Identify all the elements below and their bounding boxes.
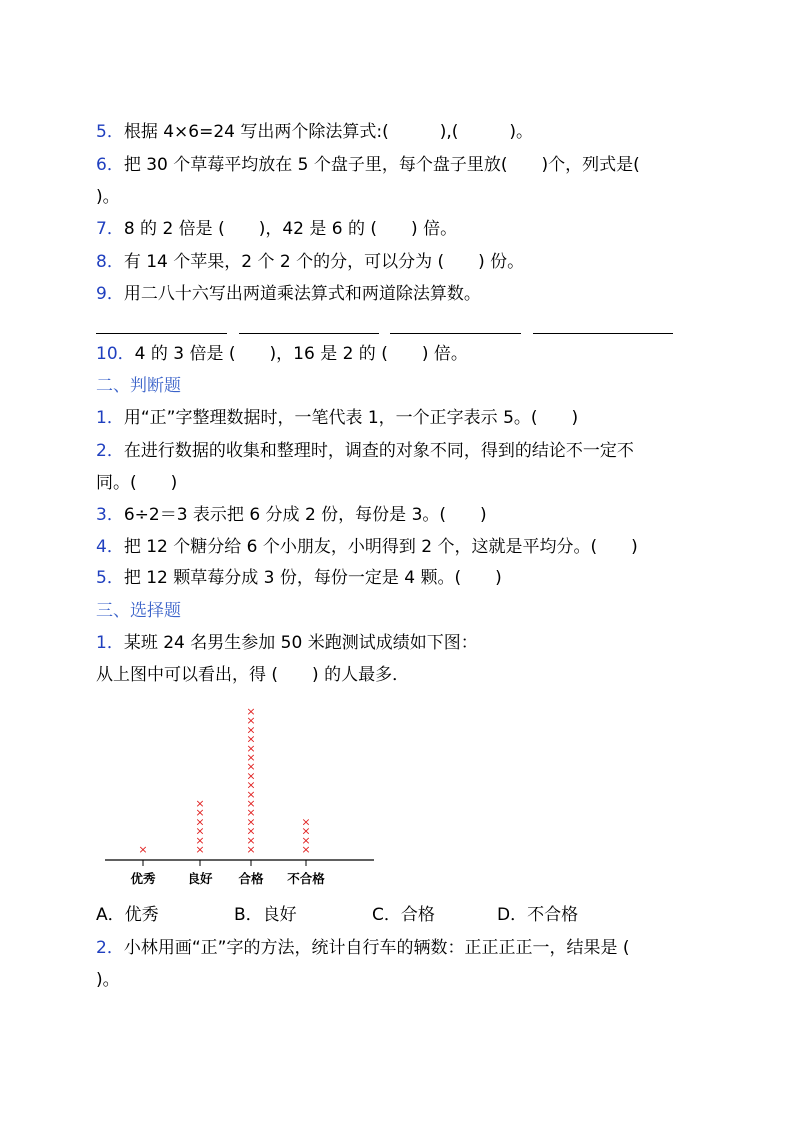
judge-2: 2．在进行数据的收集和整理时，调查的对象不同，得到的结论不一定不 xyxy=(96,441,634,461)
data-mark-x: × xyxy=(246,787,256,801)
choice-1-question: 从上图中可以看出，得 ( ) 的人最多． xyxy=(96,665,410,685)
data-mark-x: × xyxy=(246,833,256,847)
question-8: 8．有 14 个苹果，2 个 2 个的分，可以分为 ( ) 份。 xyxy=(96,252,525,272)
option-a[interactable]: A．优秀 xyxy=(96,905,159,925)
choice-2-cont: )。 xyxy=(96,970,120,990)
data-mark-x: × xyxy=(246,751,256,764)
question-7: 7．8 的 2 倍是 ( )，42 是 6 的 ( ) 倍。 xyxy=(96,219,458,239)
judge-5: 5．把 12 颗草莓分成 3 份，每份一定是 4 颗。( ) xyxy=(96,568,502,588)
option-d[interactable]: D．不合格 xyxy=(497,905,579,925)
dot-plot-chart xyxy=(100,700,380,895)
data-mark-x: × xyxy=(301,833,311,847)
data-mark-x: × xyxy=(138,843,148,856)
data-mark-x: × xyxy=(246,723,256,737)
judge-3: 3．6÷2＝3 表示把 6 分成 2 份，每份是 3。( ) xyxy=(96,505,487,525)
data-mark-x: × xyxy=(246,806,256,820)
answer-blank-2[interactable] xyxy=(239,333,379,334)
answer-blank-1[interactable] xyxy=(96,333,227,334)
answer-blank-4[interactable] xyxy=(533,333,673,334)
data-mark-x: × xyxy=(246,824,256,838)
x-tick-label: 合格 xyxy=(238,871,264,886)
data-mark-x: × xyxy=(301,824,311,838)
question-5: 5．根据 4×6=24 写出两个除法算式:( ),( )。 xyxy=(96,122,534,142)
data-mark-x: × xyxy=(195,843,205,856)
question-9: 9．用二八十六写出两道乘法算式和两道除法算数。 xyxy=(96,284,481,304)
data-mark-x: × xyxy=(246,778,256,792)
data-mark-x: × xyxy=(246,815,256,829)
data-mark-x: × xyxy=(246,714,256,728)
choice-2: 2．小林用画“正”字的方法，统计自行车的辆数：正正正正一，结果是 ( xyxy=(96,938,630,958)
data-mark-x: × xyxy=(246,732,256,746)
question-10: 10．4 的 3 倍是 ( )，16 是 2 的 ( ) 倍。 xyxy=(96,344,468,364)
data-mark-x: × xyxy=(246,843,256,856)
data-mark-x: × xyxy=(246,760,256,774)
data-mark-x: × xyxy=(195,815,205,829)
data-mark-x: × xyxy=(195,833,205,847)
section-title-judge: 二、判断题 xyxy=(96,376,181,396)
data-mark-x: × xyxy=(301,843,311,856)
x-tick-label: 优秀 xyxy=(130,871,156,886)
data-mark-x: × xyxy=(246,769,256,783)
question-6-cont: )。 xyxy=(96,187,120,207)
x-tick-label: 不合格 xyxy=(287,871,325,886)
data-mark-x: × xyxy=(195,806,205,820)
judge-2-cont: 同。( ) xyxy=(96,473,178,493)
data-mark-x: × xyxy=(195,797,205,810)
option-b[interactable]: B．良好 xyxy=(234,905,297,925)
data-mark-x: × xyxy=(195,824,205,838)
question-6: 6．把 30 个草莓平均放在 5 个盘子里，每个盘子里放( )个，列式是( xyxy=(96,155,640,175)
choice-1: 1．某班 24 名男生参加 50 米跑测试成绩如下图： xyxy=(96,633,478,653)
judge-1: 1．用“正”字整理数据时，一笔代表 1，一个正字表示 5。( ) xyxy=(96,408,579,428)
option-c[interactable]: C．合格 xyxy=(372,905,435,925)
data-mark-x: × xyxy=(246,741,256,755)
data-mark-x: × xyxy=(246,705,256,718)
data-mark-x: × xyxy=(246,797,256,810)
judge-4: 4．把 12 个糖分给 6 个小朋友，小明得到 2 个，这就是平均分。( ) xyxy=(96,537,638,557)
section-title-choice: 三、选择题 xyxy=(96,601,181,621)
x-tick-label: 良好 xyxy=(187,871,213,886)
answer-blank-3[interactable] xyxy=(390,333,521,334)
data-mark-x: × xyxy=(301,815,311,829)
